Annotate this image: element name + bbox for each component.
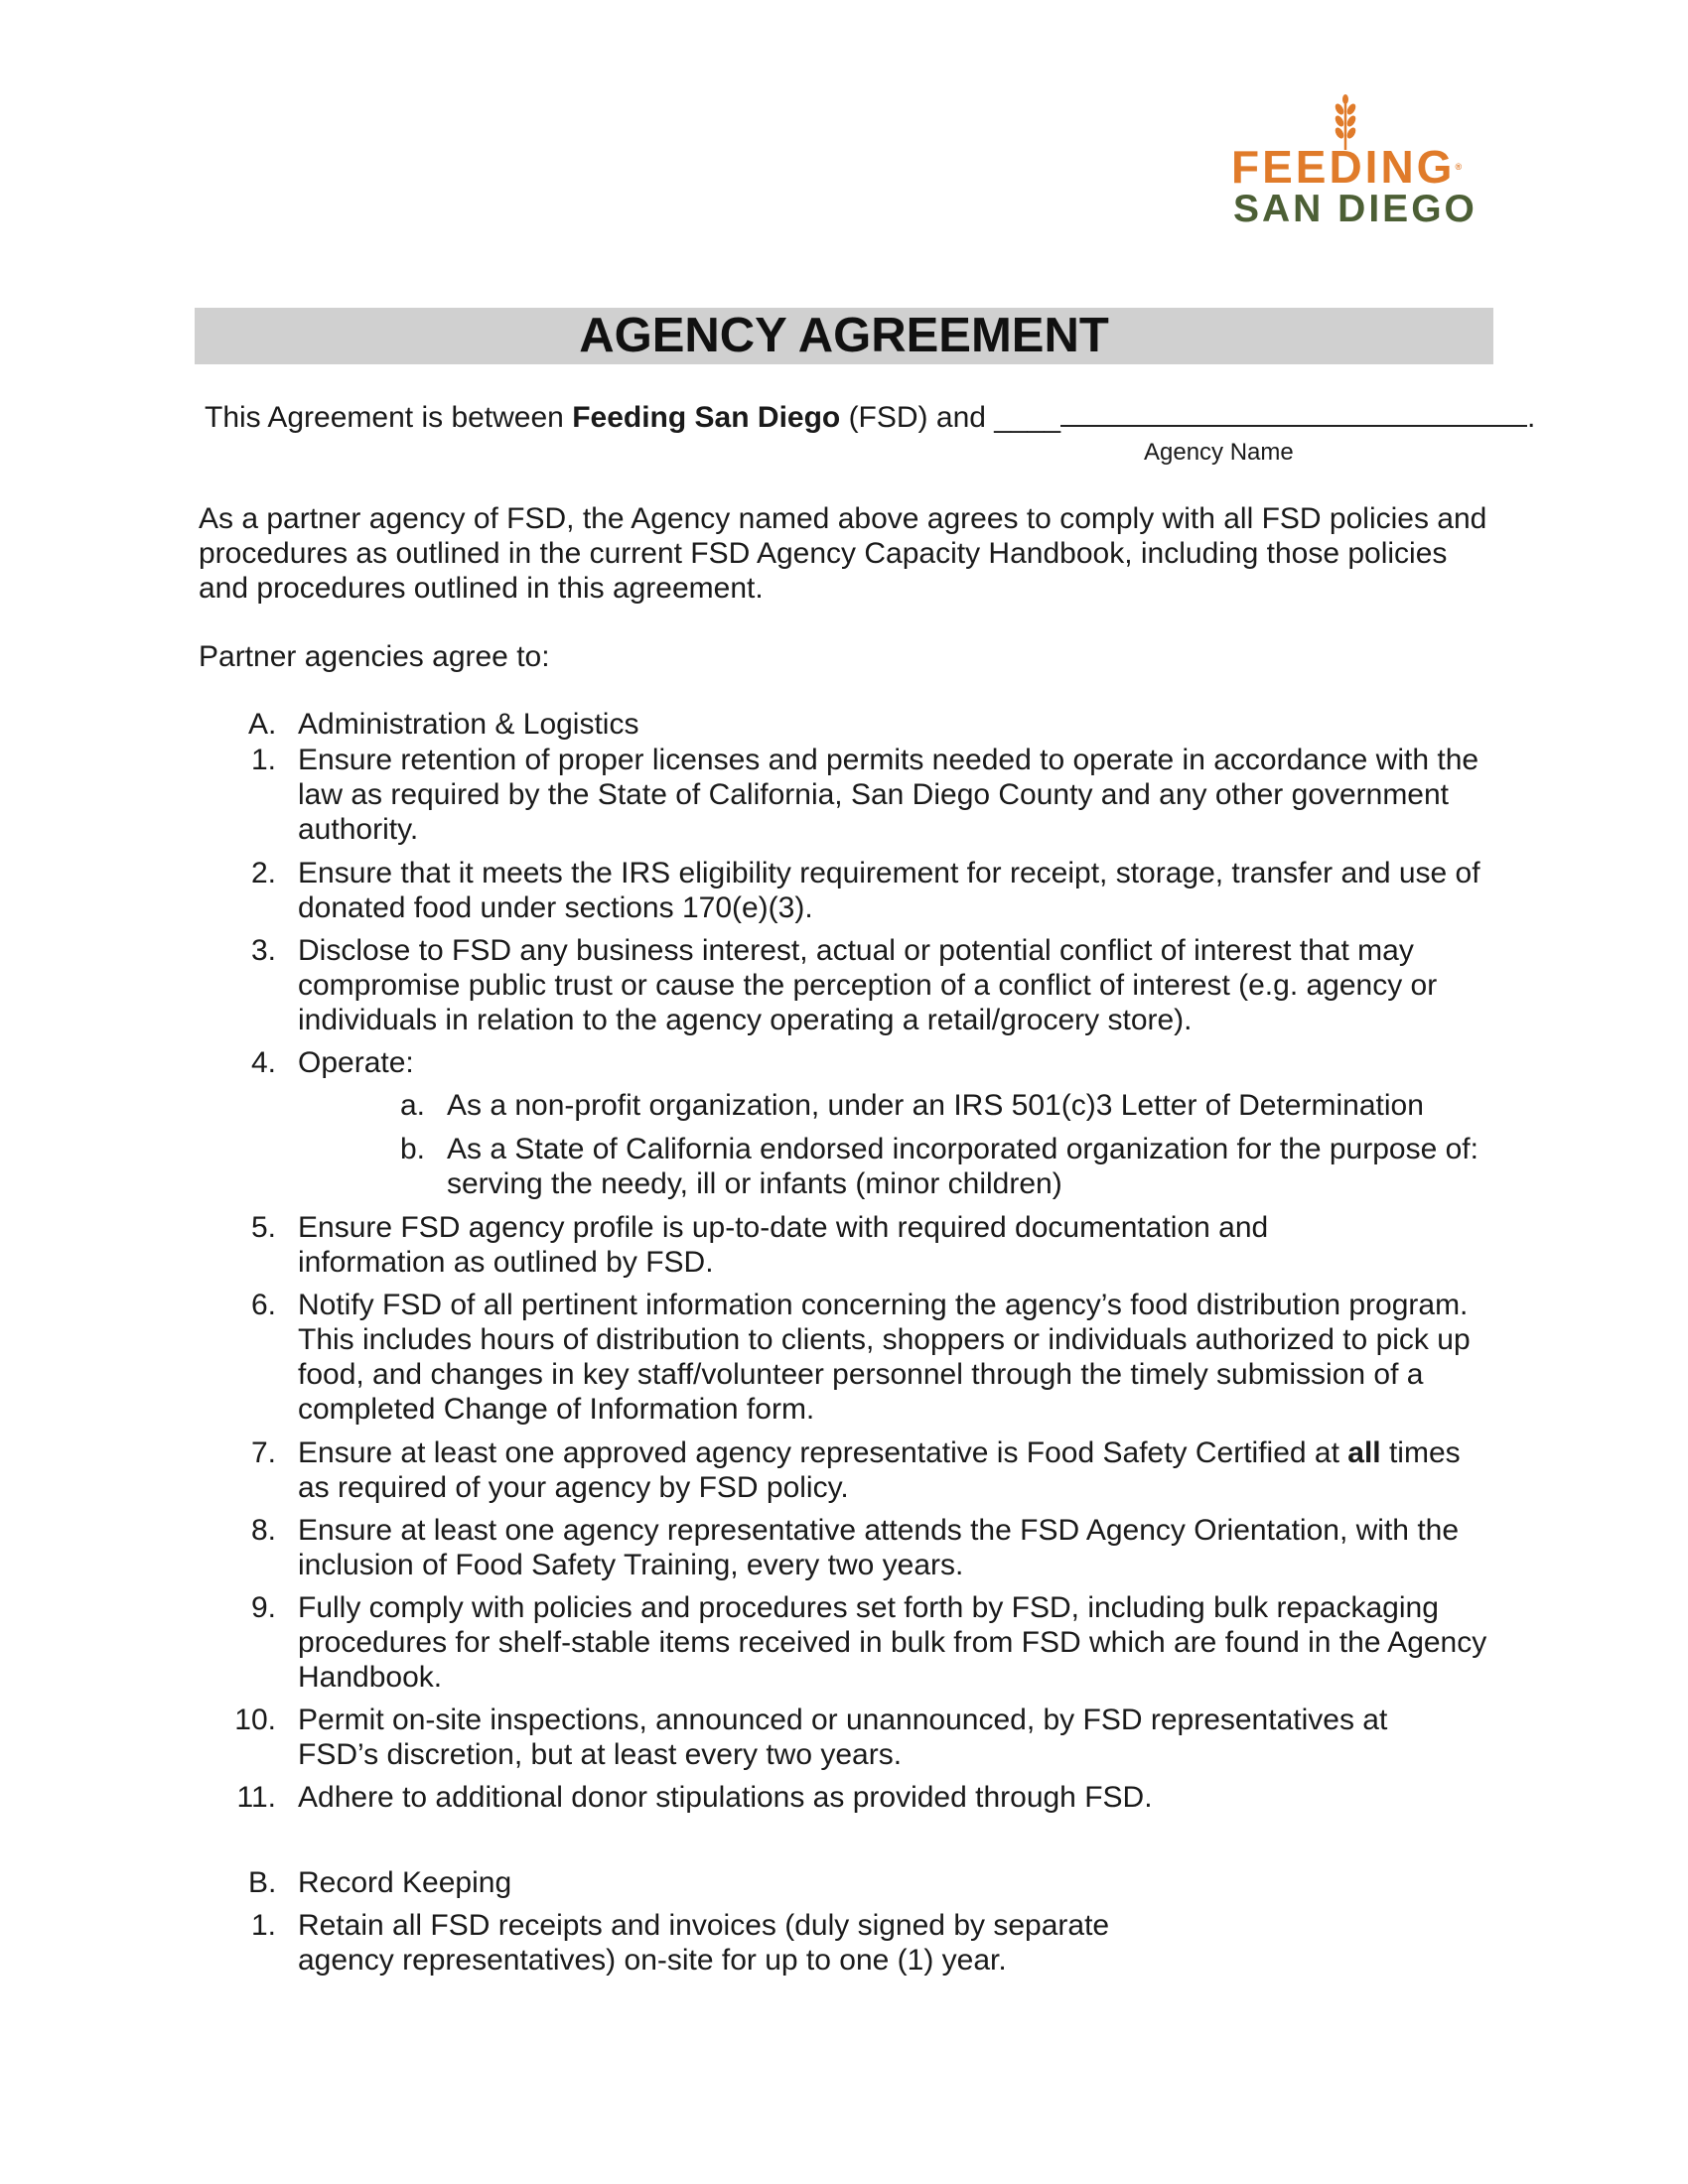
list-item: 11. Adhere to additional donor stipulations as provided through FSD. <box>236 1781 1153 1814</box>
title-bar <box>195 308 1493 364</box>
section-letter: B. <box>248 1866 277 1899</box>
page-title: AGENCY AGREEMENT <box>579 309 1109 362</box>
logo-line-1: FEEDING® <box>1231 141 1466 193</box>
list-item: 1. Ensure retention of proper licenses and permits needed to operate in accordance with the law as required by the State of California, San Diego County and any other government authority. <box>250 744 1479 846</box>
agency-name-label: Agency Name <box>1144 439 1294 466</box>
list-item: 9. Fully comply with policies and procedures set forth by FSD, including bulk repackaging procedures for shelf-stable items received in bulk from FSD which are found in the Agency Handbook. <box>250 1591 1487 1694</box>
section-letter: A. <box>248 708 277 741</box>
list-item: 8. Ensure at least one agency representative attends the FSD Agency Orientation, with the inclusion of Food Safety Training, every two years. <box>250 1514 1460 1581</box>
sub-list-item: b. As a State of California endorsed incorporated organization for the purpose of: serving the needy, ill or infants (minor children) <box>399 1133 1478 1200</box>
registered-mark: ® <box>1455 162 1466 172</box>
intro-paragraph: As a partner agency of FSD, the Agency named above agrees to comply with all FSD policies and procedures as outlined in the current FSD Agency Capacity Handbook, including those policies and procedures outlined in this agreement. <box>199 502 1487 605</box>
list-item: 2. Ensure that it meets the IRS eligibility requirement for receipt, storage, transfer and use of donated food under sections 170(e)(3). <box>250 857 1480 924</box>
agency-name-blank[interactable] <box>1060 401 1527 427</box>
list-item: 6. Notify FSD of all pertinent information concerning the agency’s food distribution program. This includes hours of distribution to clients, shoppers or individuals authorized to pick up food, and changes in key staff/volunteer personnel through the timely submission of a completed Change of Information form. <box>250 1289 1471 1426</box>
org-name: Feeding San Diego <box>572 401 841 434</box>
agreement-parties-line: This Agreement is between Feeding San Diego (FSD) and ____ . <box>205 401 1536 434</box>
section-title: Administration & Logistics <box>298 708 639 741</box>
logo-line-2: SAN DIEGO <box>1233 188 1477 230</box>
list-item: 3. Disclose to FSD any business interest, actual or potential conflict of interest that may compromise public trust or cause the perception of a conflict of interest (e.g. agency or individuals in relation to the agency operating a retail/grocery store). <box>250 934 1438 1036</box>
section-title: Record Keeping <box>298 1866 512 1899</box>
list-item: 5. Ensure FSD agency profile is up-to-date with required documentation and information as outlined by FSD. <box>250 1211 1269 1279</box>
partner-intro: Partner agencies agree to: <box>199 640 550 673</box>
feeding-san-diego-logo <box>1231 94 1499 233</box>
list-item: 1. Retain all FSD receipts and invoices (duly signed by separate agency representatives) on-site for up to one (1) year. <box>250 1909 1110 1977</box>
list-item: 10. Permit on-site inspections, announced or unannounced, by FSD representatives at FSD’s discretion, but at least every two years. <box>234 1704 1388 1771</box>
list-item: 4. Operate: <box>250 1046 414 1079</box>
sub-list-item: a. As a non-profit organization, under an IRS 501(c)3 Letter of Determination <box>399 1089 1424 1122</box>
list-item: 7. Ensure at least one approved agency representative is Food Safety Certified at all times as required of your agency by FSD policy. <box>250 1436 1461 1504</box>
